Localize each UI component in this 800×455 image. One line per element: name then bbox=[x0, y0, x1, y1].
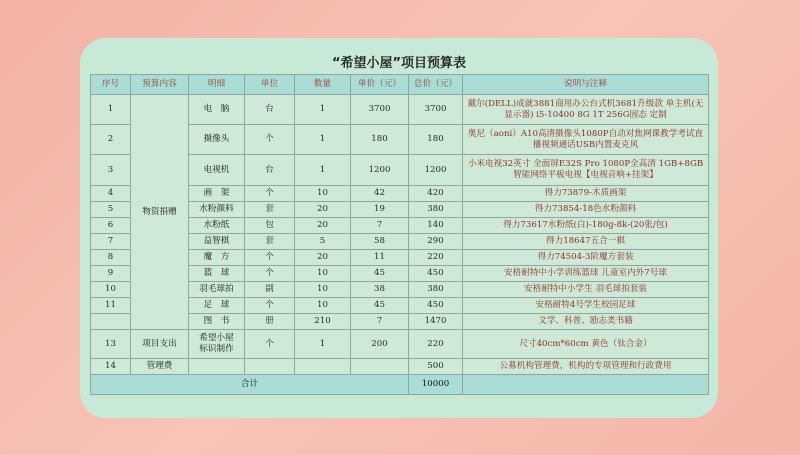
qty-cell: 20 bbox=[295, 202, 351, 218]
row-number: 11 bbox=[91, 298, 131, 314]
row-number: 3 bbox=[91, 155, 131, 186]
price-cell: 38 bbox=[351, 282, 409, 298]
item-cell: 水粉颜料 bbox=[189, 202, 245, 218]
qty-cell: 20 bbox=[295, 218, 351, 234]
unit-cell: 册 bbox=[245, 314, 295, 330]
total-cell: 380 bbox=[409, 282, 463, 298]
price-cell: 1200 bbox=[351, 155, 409, 186]
qty-cell: 10 bbox=[295, 266, 351, 282]
header-cell: 数量 bbox=[295, 75, 351, 95]
row-number: 8 bbox=[91, 250, 131, 266]
note-cell: 得力74504-3阶魔方套装 bbox=[463, 250, 709, 266]
qty-cell: 5 bbox=[295, 234, 351, 250]
budget-card bbox=[80, 38, 718, 418]
total-cell: 420 bbox=[409, 186, 463, 202]
price-cell bbox=[351, 359, 409, 375]
qty-cell: 1 bbox=[295, 155, 351, 186]
note-cell: 得力73617水粉纸(白)-180g-8k-(20张/包) bbox=[463, 218, 709, 234]
item-cell: 篮 球 bbox=[189, 266, 245, 282]
header-cell: 单位 bbox=[245, 75, 295, 95]
item-cell: 羽毛球拍 bbox=[189, 282, 245, 298]
total-cell: 3700 bbox=[409, 95, 463, 125]
qty-cell: 1 bbox=[295, 125, 351, 155]
price-cell: 180 bbox=[351, 125, 409, 155]
category-cell: 管理费 bbox=[131, 359, 189, 375]
price-cell: 11 bbox=[351, 250, 409, 266]
qty-cell: 20 bbox=[295, 250, 351, 266]
summary-total: 10000 bbox=[409, 375, 463, 395]
item-cell: 水粉纸 bbox=[189, 218, 245, 234]
summary-note bbox=[463, 375, 709, 395]
note-cell: 公募机构管理费，机构的专项管理和行政费用 bbox=[463, 359, 709, 375]
total-cell: 450 bbox=[409, 266, 463, 282]
header-cell: 总价（元） bbox=[409, 75, 463, 95]
note-cell: 尺寸40cm*60cm 黄色（钛合金） bbox=[463, 330, 709, 359]
row-number: 9 bbox=[91, 266, 131, 282]
summary-row bbox=[91, 375, 709, 395]
table-row bbox=[91, 330, 709, 359]
note-cell: 安格耐特中小学训练篮球 儿童室内外7号球 bbox=[463, 266, 709, 282]
total-cell: 1200 bbox=[409, 155, 463, 186]
item-cell: 图 书 bbox=[189, 314, 245, 330]
row-number: 5 bbox=[91, 202, 131, 218]
price-cell: 42 bbox=[351, 186, 409, 202]
unit-cell: 个 bbox=[245, 125, 295, 155]
header-cell: 序号 bbox=[91, 75, 131, 95]
unit-cell: 副 bbox=[245, 282, 295, 298]
unit-cell: 台 bbox=[245, 155, 295, 186]
row-number bbox=[91, 314, 131, 330]
total-cell: 220 bbox=[409, 330, 463, 359]
total-cell: 140 bbox=[409, 218, 463, 234]
table-row bbox=[91, 359, 709, 375]
total-cell: 290 bbox=[409, 234, 463, 250]
summary-label: 合计 bbox=[91, 375, 409, 395]
qty-cell: 1 bbox=[295, 95, 351, 125]
note-cell: 安格耐特4号学生校园足球 bbox=[463, 298, 709, 314]
item-cell: 希望小屋 标识制作 bbox=[189, 330, 245, 359]
row-number: 2 bbox=[91, 125, 131, 155]
unit-cell: 台 bbox=[245, 95, 295, 125]
total-cell: 380 bbox=[409, 202, 463, 218]
total-cell: 180 bbox=[409, 125, 463, 155]
item-cell bbox=[189, 359, 245, 375]
note-cell: 小米电视32英寸 全面屏E32S Pro 1080P全高清 1GB+8GB智能网络平板电视【电视音响+挂架】 bbox=[463, 155, 709, 186]
budget-table bbox=[90, 74, 709, 395]
row-number: 13 bbox=[91, 330, 131, 359]
unit-cell: 个 bbox=[245, 186, 295, 202]
note-cell: 得力73854-18色水粉颜料 bbox=[463, 202, 709, 218]
note-cell: 戴尔(DELL)成就3881商用办公台式机3681升级款 单主机(无显示器) i5-10400 8G 1T 256G固态 定制 bbox=[463, 95, 709, 125]
category-cell: 物资捐赠 bbox=[131, 95, 189, 330]
note-cell: 安格耐特中小学生 羽毛球拍套装 bbox=[463, 282, 709, 298]
note-cell: 奥尼（aoni）A10高清摄像头1080P自动对焦网课教学考试直播视频通话USB内置麦克风 bbox=[463, 125, 709, 155]
price-cell: 7 bbox=[351, 218, 409, 234]
price-cell: 200 bbox=[351, 330, 409, 359]
item-cell: 画 架 bbox=[189, 186, 245, 202]
price-cell: 45 bbox=[351, 266, 409, 282]
item-cell: 电 脑 bbox=[189, 95, 245, 125]
note-cell: 文学、科普、励志类书籍 bbox=[463, 314, 709, 330]
qty-cell: 10 bbox=[295, 186, 351, 202]
header-cell: 明细 bbox=[189, 75, 245, 95]
price-cell: 19 bbox=[351, 202, 409, 218]
table-row bbox=[91, 95, 709, 125]
note-cell: 得力18647五合一棋 bbox=[463, 234, 709, 250]
unit-cell: 个 bbox=[245, 330, 295, 359]
price-cell: 3700 bbox=[351, 95, 409, 125]
price-cell: 7 bbox=[351, 314, 409, 330]
qty-cell bbox=[295, 359, 351, 375]
total-cell: 1470 bbox=[409, 314, 463, 330]
row-number: 1 bbox=[91, 95, 131, 125]
row-number: 14 bbox=[91, 359, 131, 375]
page-title: “希望小屋”项目预算表 bbox=[331, 56, 467, 71]
qty-cell: 210 bbox=[295, 314, 351, 330]
item-cell: 摄像头 bbox=[189, 125, 245, 155]
item-cell: 足 球 bbox=[189, 298, 245, 314]
item-cell: 电视机 bbox=[189, 155, 245, 186]
price-cell: 58 bbox=[351, 234, 409, 250]
row-number: 6 bbox=[91, 218, 131, 234]
header-row bbox=[91, 75, 709, 95]
price-cell: 45 bbox=[351, 298, 409, 314]
unit-cell bbox=[245, 359, 295, 375]
row-number: 4 bbox=[91, 186, 131, 202]
note-cell: 得力73879-木质画架 bbox=[463, 186, 709, 202]
header-cell: 预算内容 bbox=[131, 75, 189, 95]
item-cell: 魔 方 bbox=[189, 250, 245, 266]
category-cell: 项目支出 bbox=[131, 330, 189, 359]
unit-cell: 个 bbox=[245, 250, 295, 266]
total-cell: 450 bbox=[409, 298, 463, 314]
item-cell: 益智棋 bbox=[189, 234, 245, 250]
unit-cell: 个 bbox=[245, 298, 295, 314]
unit-cell: 套 bbox=[245, 202, 295, 218]
unit-cell: 个 bbox=[245, 266, 295, 282]
qty-cell: 1 bbox=[295, 330, 351, 359]
header-cell: 说明与注释 bbox=[463, 75, 709, 95]
qty-cell: 10 bbox=[295, 282, 351, 298]
header-cell: 单价（元） bbox=[351, 75, 409, 95]
total-cell: 220 bbox=[409, 250, 463, 266]
total-cell: 500 bbox=[409, 359, 463, 375]
unit-cell: 套 bbox=[245, 234, 295, 250]
row-number: 10 bbox=[91, 282, 131, 298]
qty-cell: 10 bbox=[295, 298, 351, 314]
unit-cell: 包 bbox=[245, 218, 295, 234]
row-number: 7 bbox=[91, 234, 131, 250]
